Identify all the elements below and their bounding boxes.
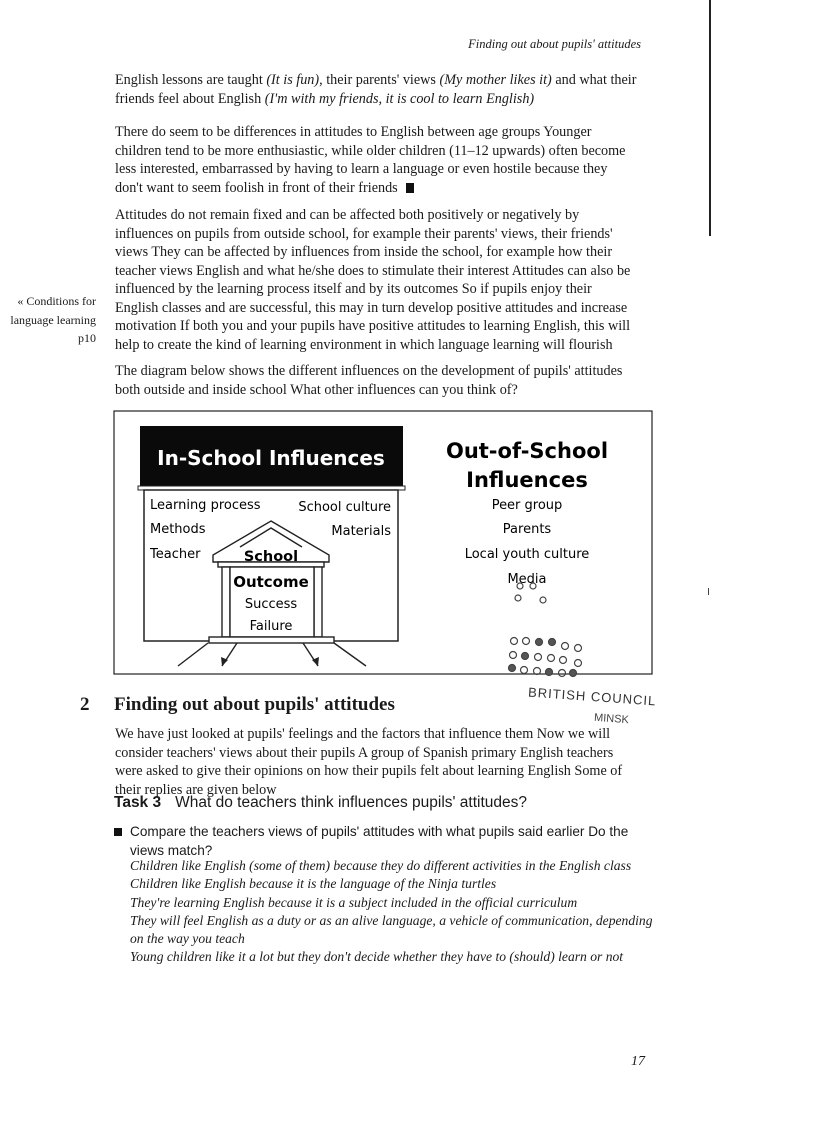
text-run: English lessons are taught: [115, 72, 267, 88]
text-line: [115, 762, 675, 781]
margin-note-line: « Conditions for: [17, 294, 96, 308]
margin-note-line: language learning: [10, 312, 96, 327]
text-run: help to create the kind of learning environment in which language learning will flourish: [115, 336, 613, 353]
task-bullet: [114, 823, 674, 860]
failure-label: Failure: [249, 619, 293, 634]
task-heading: [114, 794, 527, 812]
stamp-dots: [509, 583, 582, 677]
section-title: Finding out about pupils' attitudes: [114, 694, 395, 715]
out-school-title: Influences: [466, 468, 588, 492]
text-run: children tend to be more enthusiastic, while older children (11–12 upwards) often become: [115, 142, 626, 159]
page-number: 17: [631, 1054, 645, 1069]
text-run: views They can be affected by influences from inside the school, for example how their: [115, 244, 613, 260]
quote: Children like English (some of them) because they do different activities in the English class: [130, 858, 632, 873]
text-run: both outside and inside school What other influences can you think of?: [115, 381, 518, 398]
text-line: [115, 744, 675, 763]
text-run: English classes and are successful, this may in turn develop positive attitudes and increase: [115, 299, 628, 316]
success-label: Success: [244, 597, 298, 612]
running-head: Finding out about pupils' attitudes: [468, 37, 641, 51]
task-label: Task 3: [114, 794, 162, 811]
in-school-item: Learning process: [150, 498, 261, 513]
section-number: 2: [80, 694, 90, 715]
text-run: The diagram below shows the different influences on the development of pupils' attitudes: [115, 363, 623, 379]
bullet-text: views match?: [130, 842, 213, 858]
text-run: motivation If both you and your pupils have positive attitudes to learning English, this will: [115, 318, 631, 334]
text-run: There do seem to be differences in attitudes to English between age groups Younger: [115, 124, 592, 140]
italic-quote: (I'm with my friends, it is cool to learn English): [264, 90, 535, 107]
text-run: less interested, embarrassed by having to learn a language or even hostile because they: [115, 161, 608, 177]
stamp-text: MINSK: [593, 711, 630, 727]
text-run: , their parents' views: [319, 72, 440, 88]
bullet-square-icon: [114, 828, 122, 836]
quote: They will feel English as a duty or as an alive language, a vehicle of communication, depending: [130, 912, 653, 928]
task-title: What do teachers think influences pupils' attitudes?: [175, 794, 528, 811]
italic-quote: (It is fun): [266, 72, 320, 88]
in-school-item: Methods: [150, 522, 206, 537]
outcome-label: Outcome: [233, 573, 309, 591]
out-school-item: Peer group: [491, 498, 563, 513]
out-school-item: Parents: [502, 522, 552, 537]
bullet-text: Compare the teachers views of pupils' attitudes with what pupils said earlier Do the: [130, 824, 629, 839]
text-run: friends feel about English: [115, 90, 265, 107]
school-label: School: [243, 549, 299, 565]
text-run: consider teachers' views about their pupils A group of Spanish primary English teachers: [115, 744, 614, 761]
in-school-item: Teacher: [150, 547, 201, 562]
school-building-icon: [178, 521, 366, 666]
text-run: influences on pupils from outside school, for example their parents' views, their friends': [115, 225, 613, 242]
text-run: teacher views English and what he/she does to stimulate their interest Attitudes can also be: [115, 262, 631, 279]
text-run: We have just looked at pupils' feelings and the factors that influence them Now we will: [115, 726, 611, 742]
in-school-title: In-School Influences: [157, 446, 385, 470]
in-school-item: Materials: [331, 524, 391, 539]
text-run: Attitudes do not remain fixed and can be affected both positively or negatively by: [115, 207, 580, 223]
text-run: influenced by the learning process itself and by its outcomes So if pupils enjoy their: [115, 281, 592, 297]
quote: on the way you teach: [130, 931, 245, 947]
quote: Young children like it a lot but they don't decide whether they have to (should) learn or not: [130, 949, 624, 965]
out-school-item: Local youth culture: [464, 547, 590, 562]
text-run: their replies are given below: [115, 781, 277, 798]
out-school-item: Media: [507, 572, 547, 587]
quote: They're learning English because it is a subject included in the official curriculum: [130, 894, 578, 910]
text-run: don't want to seem foolish in front of their friends: [115, 179, 398, 196]
paragraph-5: [115, 725, 675, 799]
out-school-title: Out-of-School: [445, 439, 609, 463]
text-run: and what their: [551, 72, 637, 88]
text-line: [115, 725, 675, 744]
margin-note-page: p10: [78, 331, 96, 345]
italic-quote: (My mother likes it): [439, 72, 552, 88]
quote: Children like English because it is the language of the Ninja turtles: [130, 876, 497, 892]
text-run: were asked to give their opinions on how their pupils felt about learning English Some of: [115, 763, 623, 779]
in-school-item: School culture: [298, 500, 391, 515]
stamp-text: BRITISH COUNCIL: [527, 684, 657, 709]
teacher-quotes: [130, 857, 653, 967]
